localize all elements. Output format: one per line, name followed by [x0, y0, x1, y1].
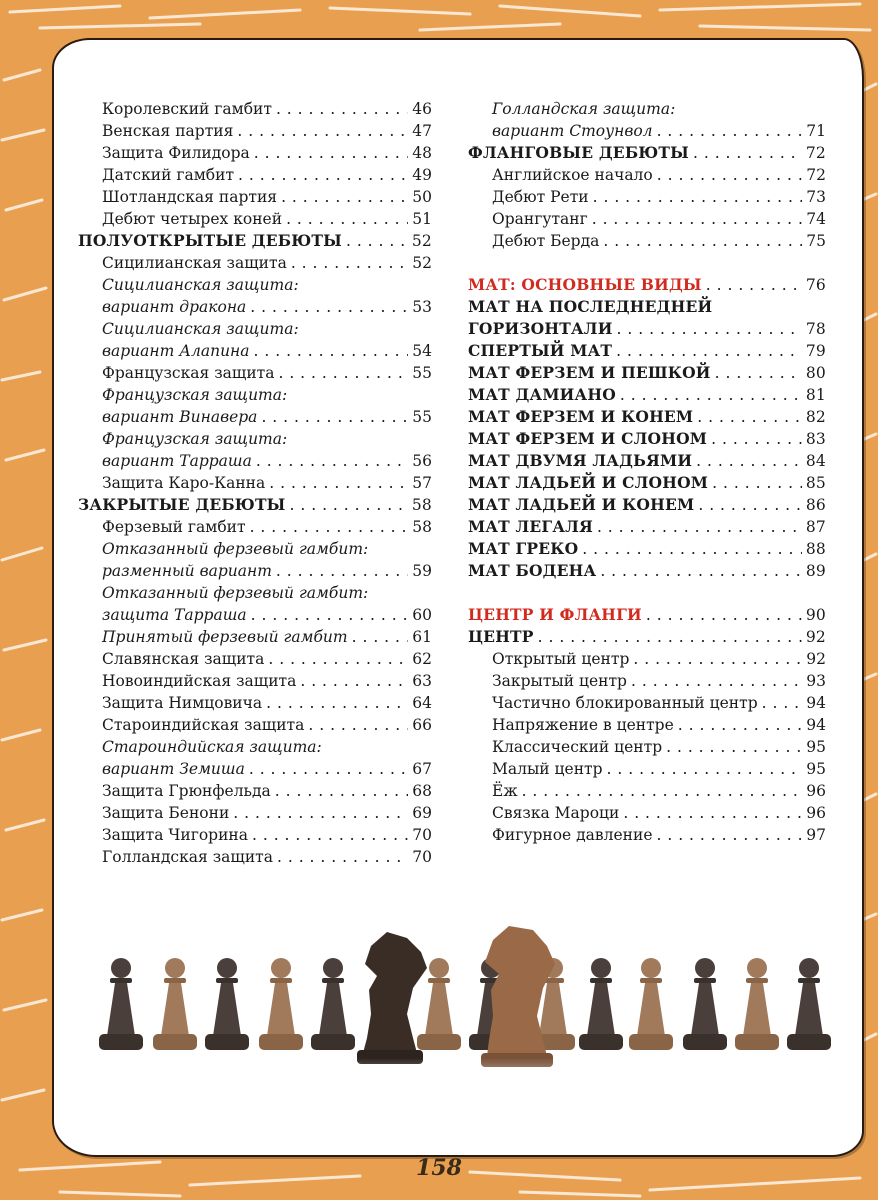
toc-entry-title: Королевский гамбит: [102, 100, 272, 118]
toc-entry: [468, 736, 826, 758]
toc-entry-title: ЦЕНТР И ФЛАНГИ: [468, 605, 642, 624]
toc-entry-page: 94: [806, 716, 826, 734]
toc-entry: [468, 780, 826, 802]
toc-entry: [78, 582, 432, 604]
toc-entry-title: Малый центр: [492, 760, 603, 778]
toc-entry: [78, 340, 432, 362]
toc-entry-page: 86: [805, 496, 826, 514]
dot-leader: [300, 670, 408, 692]
toc-entry: [78, 692, 432, 714]
toc-entry: [468, 362, 826, 384]
dot-leader: [617, 318, 802, 340]
dot-leader: [616, 340, 802, 362]
toc-entry: [78, 714, 432, 736]
toc-right-column: [468, 98, 826, 846]
toc-entry-title: Французская защита:: [102, 386, 288, 404]
dot-leader: [657, 824, 803, 846]
toc-entry-title: Голландская защита:: [492, 100, 676, 118]
toc-entry-title: защита Тарраша: [102, 606, 247, 624]
toc-entry: [78, 428, 432, 450]
toc-entry-title: вариант Земиша: [102, 760, 245, 778]
dot-leader: [600, 560, 802, 582]
toc-entry-page: 61: [412, 628, 432, 646]
toc-entry-title: вариант Алапина: [102, 342, 250, 360]
toc-entry-page: 55: [412, 408, 432, 426]
toc-entry: [78, 626, 432, 648]
pawn-icon: [629, 958, 673, 1050]
toc-entry-page: 96: [806, 782, 826, 800]
toc-entry-page: 48: [412, 144, 432, 162]
dot-leader: [593, 186, 803, 208]
toc-entry: [468, 824, 826, 846]
toc-entry-title: ЦЕНТР: [468, 627, 534, 646]
dot-leader: [666, 736, 802, 758]
dot-leader: [268, 648, 408, 670]
toc-entry: [78, 780, 432, 802]
dot-leader: [250, 296, 408, 318]
toc-entry-page: 49: [412, 166, 432, 184]
pawn-icon: [99, 958, 143, 1050]
toc-entry-page: 50: [412, 188, 432, 206]
dot-leader: [538, 626, 802, 648]
toc-entry-page: 56: [412, 452, 432, 470]
toc-entry-page: 54: [412, 342, 432, 360]
pawn-icon: [311, 958, 355, 1050]
toc-entry: [78, 208, 432, 230]
toc-entry: [468, 692, 826, 714]
dot-leader: [678, 714, 802, 736]
toc-entry-page: 83: [805, 430, 826, 448]
toc-entry-page: 59: [412, 562, 432, 580]
toc-entry-page: 90: [805, 606, 826, 624]
toc-entry-title: МАТ ГРЕКО: [468, 539, 579, 558]
dot-leader: [582, 538, 802, 560]
toc-entry-page: 68: [412, 782, 432, 800]
toc-entry-page: 52: [411, 232, 432, 250]
toc-entry-title: Французская защита:: [102, 430, 288, 448]
dot-leader: [592, 208, 803, 230]
dot-leader: [276, 98, 408, 120]
toc-entry-page: 51: [412, 210, 432, 228]
dot-leader: [522, 780, 803, 802]
dot-leader: [711, 428, 802, 450]
toc-entry-title: разменный вариант: [102, 562, 272, 580]
toc-entry-page: 79: [805, 342, 826, 360]
toc-entry-title: Французская защита: [102, 364, 275, 382]
toc-entry: [468, 516, 826, 538]
dot-leader: [275, 780, 408, 802]
dot-leader: [597, 516, 802, 538]
toc-entry: [78, 142, 432, 164]
toc-entry-title: Защита Нимцовича: [102, 694, 263, 712]
toc-entry-title: вариант Тарраша: [102, 452, 252, 470]
toc-entry-title: Фигурное давление: [492, 826, 653, 844]
toc-entry-title: Староиндийская защита: [102, 716, 305, 734]
toc-entry-title: ФЛАНГОВЫЕ ДЕБЮТЫ: [468, 143, 689, 162]
toc-entry-page: 89: [805, 562, 826, 580]
toc-entry: [468, 714, 826, 736]
chess-pieces-illustration: [95, 918, 835, 1090]
toc-entry: [468, 274, 826, 296]
dot-leader: [252, 824, 408, 846]
dot-leader: [706, 274, 802, 296]
toc-left-column: [78, 98, 432, 868]
toc-entry: [78, 318, 432, 340]
toc-entry-title: Частично блокированный центр: [492, 694, 758, 712]
toc-entry-page: 84: [805, 452, 826, 470]
toc-entry-page: 53: [412, 298, 432, 316]
toc-entry-title: Дебют Рети: [492, 188, 589, 206]
toc-entry: [78, 604, 432, 626]
toc-entry-page: 55: [412, 364, 432, 382]
toc-entry: [468, 230, 826, 252]
toc-entry-page: 92: [805, 628, 826, 646]
dot-leader: [290, 494, 408, 516]
toc-entry-page: 80: [805, 364, 826, 382]
toc-entry-page: 72: [806, 166, 826, 184]
toc-entry: [468, 296, 826, 318]
toc-entry: [78, 494, 432, 516]
toc-entry: [78, 274, 432, 296]
toc-entry: [468, 340, 826, 362]
toc-entry: [468, 802, 826, 824]
light-knight-icon: [481, 926, 555, 1067]
dot-leader: [269, 472, 408, 494]
toc-entry-title: ЗАКРЫТЫЕ ДЕБЮТЫ: [78, 495, 286, 514]
pawn-icon: [787, 958, 831, 1050]
toc-entry: [468, 208, 826, 230]
toc-entry: [78, 384, 432, 406]
toc-entry: [78, 758, 432, 780]
pawn-icon: [153, 958, 197, 1050]
toc-entry-title: Защита Филидора: [102, 144, 250, 162]
toc-entry-title: Датский гамбит: [102, 166, 235, 184]
dot-leader: [631, 670, 802, 692]
toc-entry-title: Защита Грюнфельда: [102, 782, 271, 800]
page-number: 158: [416, 1155, 462, 1181]
toc-entry-page: 63: [412, 672, 432, 690]
pawn-icon: [205, 958, 249, 1050]
toc-entry-page: 73: [806, 188, 826, 206]
toc-entry-page: 94: [806, 694, 826, 712]
toc-entry-title: Защита Бенони: [102, 804, 230, 822]
toc-entry-title: МАТ ФЕРЗЕМ И ПЕШКОЙ: [468, 363, 711, 382]
pawn-icon: [579, 958, 623, 1050]
dot-leader: [277, 846, 408, 868]
toc-entry: [78, 538, 432, 560]
dot-leader: [254, 340, 409, 362]
toc-entry-title: МАТ: ОСНОВНЫЕ ВИДЫ: [468, 275, 702, 294]
toc-entry-page: 72: [805, 144, 826, 162]
toc-entry-page: 66: [412, 716, 432, 734]
toc-entry-title: Ёж: [492, 782, 518, 800]
toc-entry-title: Дебют Берда: [492, 232, 600, 250]
toc-entry: [468, 98, 826, 120]
toc-entry-page: 69: [412, 804, 432, 822]
toc-entry: [78, 230, 432, 252]
toc-entry-page: 46: [412, 100, 432, 118]
dot-leader: [620, 384, 802, 406]
toc-entry: [468, 472, 826, 494]
toc-entry: [78, 824, 432, 846]
toc-entry: [468, 384, 826, 406]
toc-entry: [468, 670, 826, 692]
pawn-icon: [683, 958, 727, 1050]
dot-leader: [278, 362, 408, 384]
toc-entry-title: Дебют четырех коней: [102, 210, 283, 228]
toc-entry-title: Новоиндийская защита: [102, 672, 297, 690]
dot-leader: [261, 406, 408, 428]
toc-entry-title: МАТ ФЕРЗЕМ И КОНЕМ: [468, 407, 694, 426]
toc-entry-title: МАТ ЛАДЬЕЙ И КОНЕМ: [468, 495, 695, 514]
toc-entry-title: ГОРИЗОНТАЛИ: [468, 319, 613, 338]
toc-entry-page: 92: [806, 650, 826, 668]
toc-entry: [78, 296, 432, 318]
dot-leader: [346, 230, 408, 252]
toc-entry-title: Принятый ферзевый гамбит: [102, 628, 348, 646]
toc-entry: [78, 164, 432, 186]
toc-entry-title: Напряжение в центре: [492, 716, 674, 734]
dot-leader: [715, 362, 802, 384]
toc-entry: [468, 428, 826, 450]
toc-entry: [78, 648, 432, 670]
toc-entry: [78, 516, 432, 538]
toc-entry-title: Голландская защита: [102, 848, 273, 866]
toc-entry-title: Сицилианская защита: [102, 254, 287, 272]
toc-entry-title: Шотландская партия: [102, 188, 278, 206]
toc-entry: [78, 406, 432, 428]
toc-entry-page: 67: [412, 760, 432, 778]
dot-leader: [276, 560, 408, 582]
toc-entry-page: 70: [412, 848, 432, 866]
toc-entry-page: 71: [806, 122, 826, 140]
toc-entry: [78, 120, 432, 142]
dot-leader: [352, 626, 409, 648]
toc-entry-page: 93: [806, 672, 826, 690]
toc-entry-title: МАТ ДАМИАНО: [468, 385, 616, 404]
toc-entry: [468, 648, 826, 670]
toc-entry: [78, 98, 432, 120]
toc-entry-page: 62: [412, 650, 432, 668]
toc-entry: [468, 494, 826, 516]
toc-entry: [468, 164, 826, 186]
toc-entry-title: Сицилианская защита:: [102, 320, 299, 338]
toc-entry-page: 70: [412, 826, 432, 844]
dot-leader: [696, 450, 802, 472]
dot-leader: [308, 714, 408, 736]
toc-entry-page: 58: [412, 518, 432, 536]
toc-entry-title: Венская партия: [102, 122, 234, 140]
toc-entry-page: 60: [412, 606, 432, 624]
toc-entry-title: Славянская защита: [102, 650, 265, 668]
toc-entry-title: вариант Винавера: [102, 408, 258, 426]
toc-entry-title: Защита Каро-Канна: [102, 474, 266, 492]
toc-entry-title: Отказанный ферзевый гамбит:: [102, 584, 369, 602]
pawn-icon: [735, 958, 779, 1050]
dot-leader: [697, 406, 802, 428]
toc-entry: [78, 802, 432, 824]
toc-entry: [468, 758, 826, 780]
toc-entry-title: МАТ БОДЕНА: [468, 561, 597, 580]
toc-entry-title: СПЕРТЫЙ МАТ: [468, 341, 613, 360]
dot-leader: [237, 120, 408, 142]
toc-entry-title: МАТ ДВУМЯ ЛАДЬЯМИ: [468, 451, 693, 470]
toc-entry-page: 88: [805, 540, 826, 558]
toc-entry: [468, 406, 826, 428]
pawn-icon: [259, 958, 303, 1050]
toc-entry-title: Английское начало: [492, 166, 653, 184]
toc-entry: [78, 736, 432, 758]
toc-entry-title: Орангутанг: [492, 210, 588, 228]
dot-leader: [693, 142, 802, 164]
dot-leader: [238, 164, 408, 186]
dot-leader: [623, 802, 802, 824]
toc-entry: [78, 560, 432, 582]
toc-entry: [78, 450, 432, 472]
dot-leader: [762, 692, 803, 714]
dot-leader: [291, 252, 408, 274]
dot-leader: [607, 758, 803, 780]
toc-entry-title: Сицилианская защита:: [102, 276, 299, 294]
toc-entry: [78, 186, 432, 208]
toc-entry-page: 82: [805, 408, 826, 426]
toc-entry: [468, 538, 826, 560]
toc-entry: [78, 472, 432, 494]
toc-entry: [468, 318, 826, 340]
toc-entry-page: 74: [806, 210, 826, 228]
toc-entry-title: МАТ ФЕРЗЕМ И СЛОНОМ: [468, 429, 708, 448]
toc-entry-title: Защита Чигорина: [102, 826, 248, 844]
toc-entry: [78, 670, 432, 692]
dot-leader: [233, 802, 408, 824]
dot-leader: [286, 208, 408, 230]
toc-entry-page: 78: [805, 320, 826, 338]
dark-knight-icon: [357, 932, 427, 1064]
toc-entry-title: Отказанный ферзевый гамбит:: [102, 540, 369, 558]
toc-entry: [468, 186, 826, 208]
toc-entry: [468, 120, 826, 142]
dot-leader: [266, 692, 408, 714]
toc-entry-page: 97: [806, 826, 826, 844]
toc-entry-title: вариант дракона: [102, 298, 247, 316]
dot-leader: [657, 164, 803, 186]
toc-entry-page: 52: [412, 254, 432, 272]
toc-entry-title: Классический центр: [492, 738, 663, 756]
dot-leader: [281, 186, 408, 208]
toc-entry-page: 87: [805, 518, 826, 536]
toc-entry-page: 95: [806, 738, 826, 756]
toc-entry-title: МАТ НА ПОСЛЕДНЕДНЕЙ: [468, 297, 713, 316]
toc-entry-page: 76: [805, 276, 826, 294]
toc-entry-title: ПОЛУОТКРЫТЫЕ ДЕБЮТЫ: [78, 231, 342, 250]
dot-leader: [712, 472, 802, 494]
toc-entry-page: 58: [411, 496, 432, 514]
toc-entry: [468, 142, 826, 164]
toc-entry: [468, 450, 826, 472]
toc-entry-page: 96: [806, 804, 826, 822]
toc-entry-title: Староиндийская защита:: [102, 738, 322, 756]
toc-entry-title: МАТ ЛАДЬЕЙ И СЛОНОМ: [468, 473, 709, 492]
dot-leader: [251, 604, 409, 626]
toc-entry-title: Открытый центр: [492, 650, 630, 668]
dot-leader: [698, 494, 802, 516]
toc-entry-page: 57: [412, 474, 432, 492]
toc-entry: [78, 252, 432, 274]
toc-entry-page: 95: [806, 760, 826, 778]
toc-entry-page: 81: [805, 386, 826, 404]
toc-entry: [468, 560, 826, 582]
toc-entry: [468, 604, 826, 626]
toc-entry-title: МАТ ЛЕГАЛЯ: [468, 517, 593, 536]
dot-leader: [603, 230, 802, 252]
toc-entry-title: Ферзевый гамбит: [102, 518, 246, 536]
dot-leader: [250, 516, 409, 538]
dot-leader: [633, 648, 802, 670]
toc-entry-page: 85: [805, 474, 826, 492]
dot-leader: [254, 142, 408, 164]
dot-leader: [657, 120, 803, 142]
toc-entry-page: 75: [806, 232, 826, 250]
toc-entry-page: 64: [412, 694, 432, 712]
toc-entry-title: вариант Стоунвол: [492, 122, 653, 140]
dot-leader: [256, 450, 408, 472]
toc-entry-title: Закрытый центр: [492, 672, 627, 690]
dot-leader: [249, 758, 408, 780]
toc-entry: [78, 846, 432, 868]
toc-entry-page: 47: [412, 122, 432, 140]
toc-entry: [468, 626, 826, 648]
toc-entry: [78, 362, 432, 384]
dot-leader: [646, 604, 802, 626]
toc-entry-title: Связка Мароци: [492, 804, 620, 822]
